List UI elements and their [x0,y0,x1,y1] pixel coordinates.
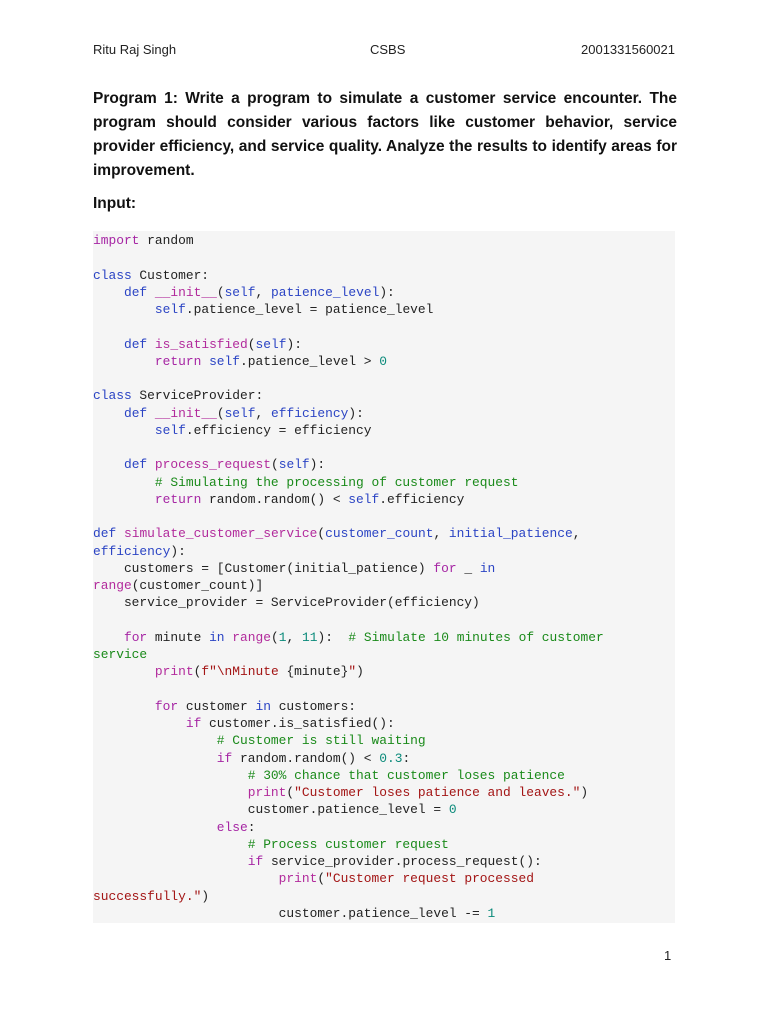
code-token: 11 [301,629,318,645]
code-token: def [123,457,148,473]
code-token: for [154,698,179,714]
author-name: Ritu Raj Singh [93,42,177,57]
code-token: self [348,491,380,507]
code-token: print [154,664,194,680]
code-token: efficiency [93,543,171,559]
code-token: def [93,526,117,542]
code-token: self [255,336,287,352]
code-token: if [247,854,264,869]
program-statement: Program 1: Write a program to simulate a customer service encounter. The program should consider various factors like customer behavior, service provider efficiency, and service quality. Analyze the results to identify areas for improvement. [93,90,677,179]
code-token: self [209,353,241,369]
input-heading: Input: [93,195,137,212]
code-token: customer_count [325,526,434,542]
code-token: if [216,750,233,766]
code-token: # 30% chance that customer loses patience [247,767,565,783]
code-token: f" [201,664,217,680]
code-token: # Simulating the processing of customer request [154,474,519,490]
code-token: efficiency [271,405,349,421]
code-token: range [232,629,271,645]
code-token: class [93,267,132,283]
code-token: else [216,819,248,835]
code-token: self [278,457,310,473]
page-number: 1 [664,948,672,963]
code-token: "Customer loses patience and leaves." [294,785,581,800]
code-token: simulate_customer_service [123,526,318,542]
code-token: for [123,629,148,645]
code-token: print [247,785,287,800]
code-token: in [255,698,271,714]
code-token: \nMinute [216,664,287,680]
roll-number: 2001331560021 [581,42,675,57]
code-token: # Process customer request [247,836,449,852]
code-token: return [154,353,202,369]
code-token: "Customer request processed successfully." [93,871,534,904]
code-token: def [123,405,148,421]
code-token: is_satisfied [154,336,248,352]
code-token: 0 [379,353,388,369]
code-token: initial_patience [448,526,573,542]
code-token: # Simulate 10 minutes of customer service [93,629,604,662]
code-token: def [123,336,148,352]
code-token: # Customer is still waiting [216,733,426,749]
code-token: if [185,716,202,731]
code-listing: import random class Customer: def __init__(self, patience_level): self.patience_level = patience_level def is_satisfied(self): return self.patience_level > 0 class ServiceProvider: def __init__(self, efficiency): self.efficiency = efficiency def process_request(self): # Simulating the processing of customer request return random.random() < self.efficiency def simulate_customer_service(customer_count, initial_patience, efficiency): customers = [Customer(initial_patience) for _ in range(customer_count)] service_provider = ServiceProvider(efficiency) for minute in range(1, 11): # Simulate 10 minutes of customer service print(f"\nMinute {minute}") for customer in customers: if customer.is_satisfied(): # Customer is still waiting if random.random() < 0.3: # 30% chance that customer loses patience print("Customer loses patience and leaves.") customer.patience_level = 0 else: # Process customer request if service_provider.process_request(): print("Customer request processed successfully.") customer.patience_level -= 1 [93,233,604,921]
code-token: return [154,491,202,507]
code-token: import [93,233,140,248]
code-token: for [433,560,457,576]
code-token: " [348,664,357,680]
code-token: __init__ [154,284,217,300]
code-token: self [154,302,186,317]
code-block [93,231,675,923]
code-token: __init__ [154,405,217,421]
code-token: self [154,422,186,438]
code-token: class [93,388,132,404]
code-token: self [224,405,256,421]
code-token: range [93,578,132,593]
code-token: in [209,629,225,645]
code-token: def [123,284,148,300]
code-token: 1 [487,905,496,921]
code-token: 0.3 [379,750,403,766]
code-token: 1 [278,629,287,645]
code-token: patience_level [271,284,380,300]
code-token: process_request [154,457,271,473]
code-token: in [479,560,496,576]
code-token: print [278,871,318,887]
department: CSBS [370,42,406,57]
code-token: self [224,284,256,300]
code-token: 0 [448,802,457,818]
